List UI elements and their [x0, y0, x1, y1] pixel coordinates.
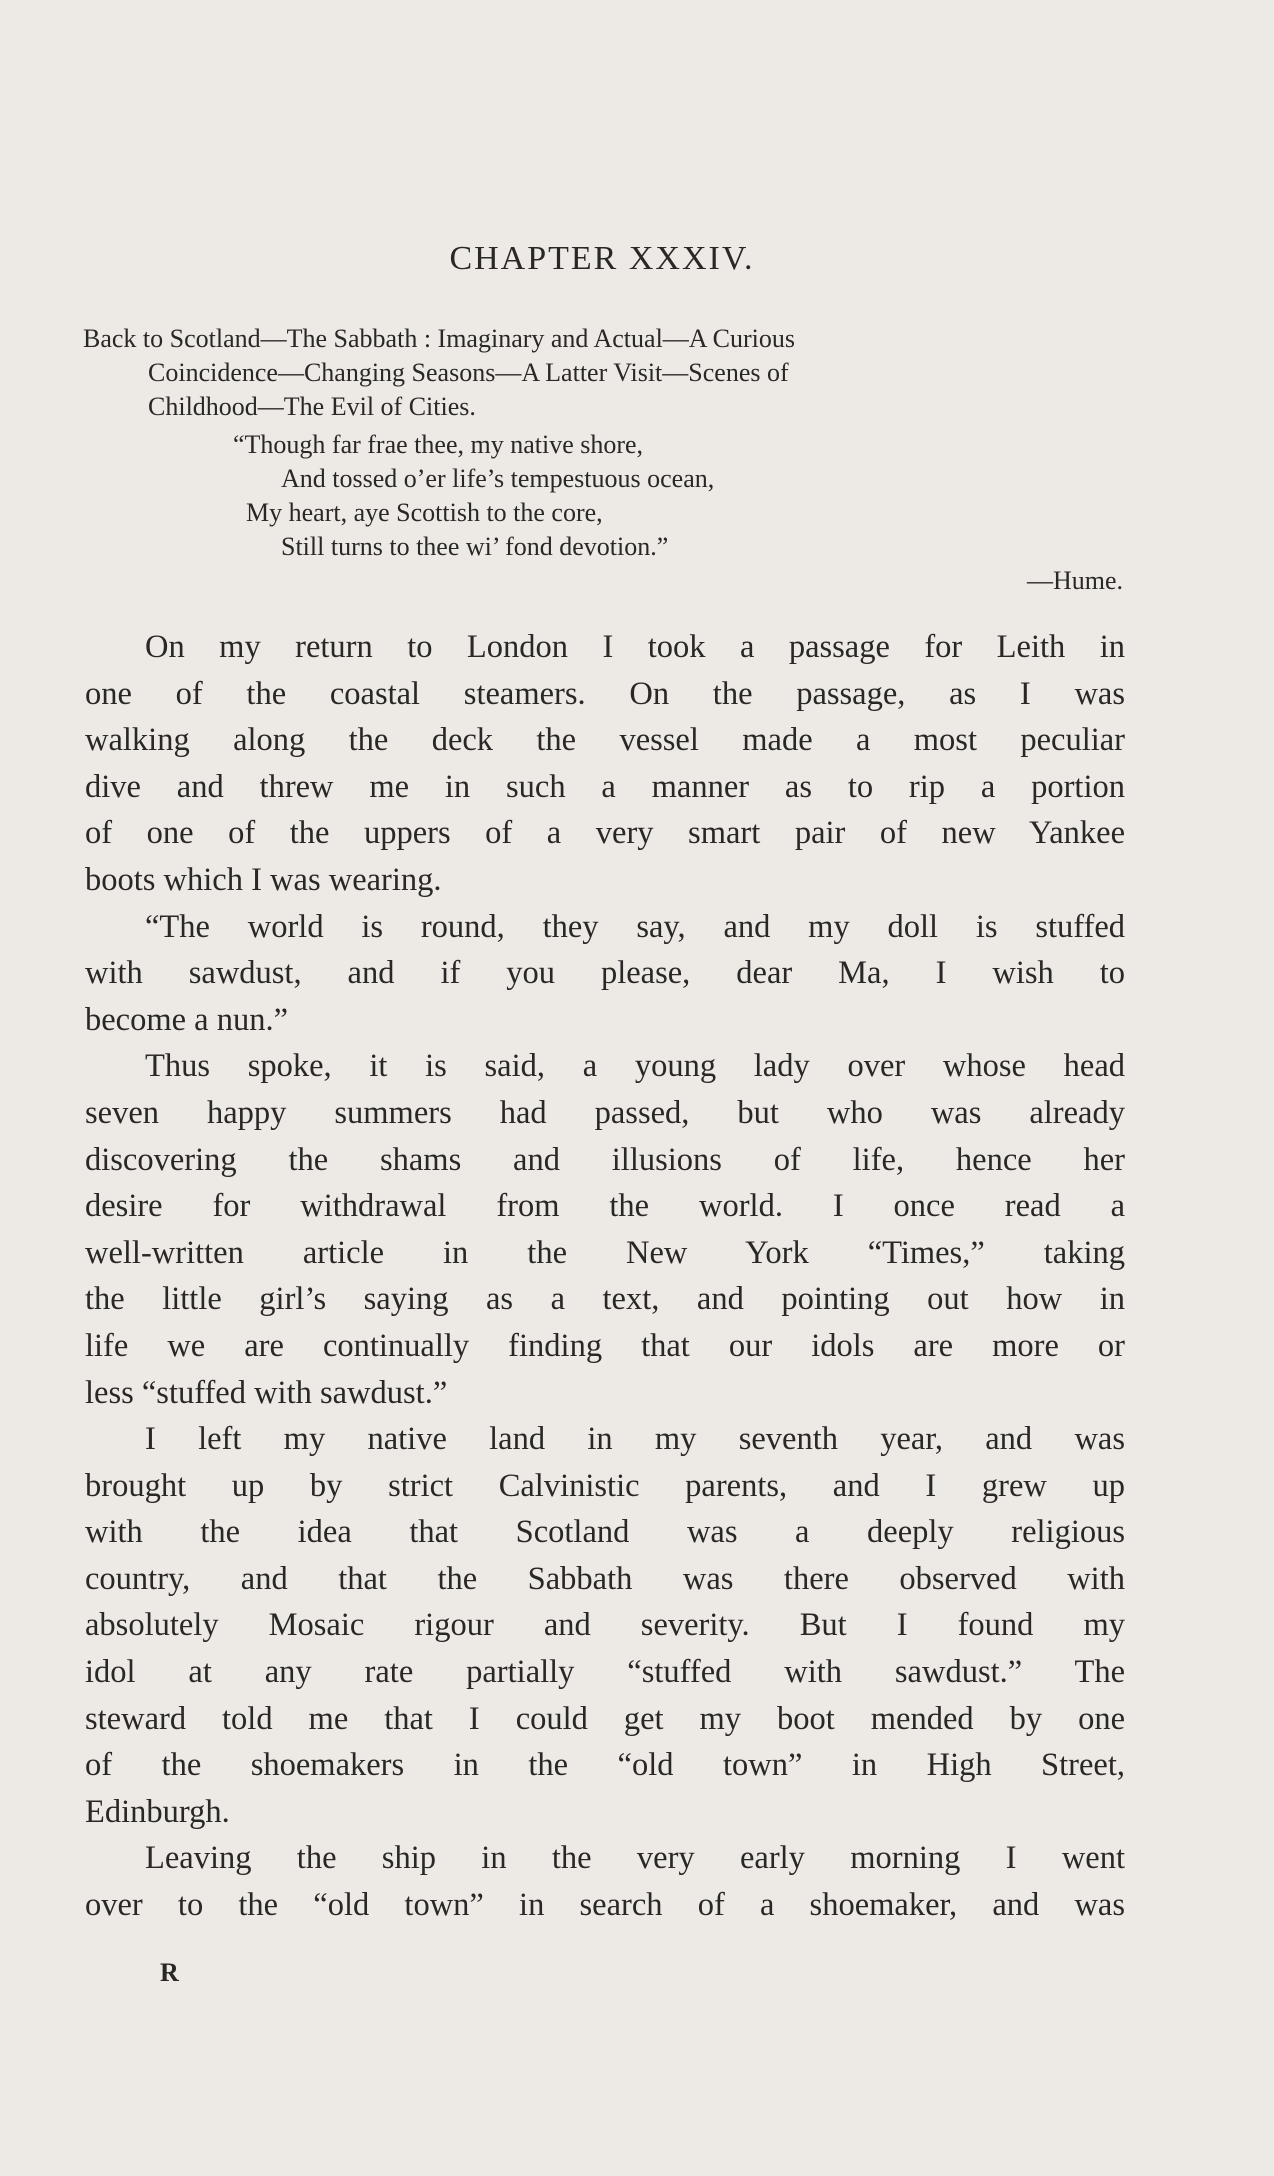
text-line: steward told me that I could get my boot mended by one: [85, 1700, 1125, 1737]
text-line: idol at any rate partially “stuffed with sawdust.” The: [85, 1654, 1125, 1691]
text-line: country, and that the Sabbath was there observed with: [85, 1560, 1125, 1597]
text-line: discovering the shams and illusions of life, hence her: [85, 1141, 1125, 1178]
epigraph: [83, 428, 1127, 598]
epigraph-line: And tossed o’er life’s tempestuous ocean,: [281, 464, 715, 493]
text-line: over to the “old town” in search of a shoemaker, and was: [85, 1887, 1125, 1924]
body-text: [85, 624, 1125, 1929]
text-line: Edinburgh.: [85, 1793, 230, 1830]
chapter-title: CHAPTER XXXIV.: [449, 240, 755, 277]
text-line: of one of the uppers of a very smart pair of new Yankee: [85, 815, 1125, 852]
text-line: boots which I was wearing.: [85, 861, 442, 898]
text-line: become a nun.”: [85, 1001, 289, 1038]
text-line: walking along the deck the vessel made a most peculiar: [85, 722, 1125, 759]
text-line: life we are continually finding that our idols are more or: [85, 1327, 1125, 1364]
epigraph-line: My heart, aye Scottish to the core,: [246, 498, 603, 527]
text-line: Thus spoke, it is said, a young lady over whose head: [145, 1048, 1125, 1085]
epigraph-attribution: —Hume.: [1026, 566, 1123, 595]
text-line: “The world is round, they say, and my doll is stuffed: [145, 908, 1125, 945]
text-line: with the idea that Scotland was a deeply religious: [85, 1514, 1125, 1551]
epigraph-line: “Though far frae thee, my native shore,: [233, 430, 644, 459]
text-line: the little girl’s saying as a text, and pointing out how in: [85, 1281, 1125, 1318]
epigraph-line: Still turns to thee wi’ fond devotion.”: [281, 532, 669, 561]
summary-line: Childhood—The Evil of Cities.: [148, 392, 476, 421]
text-line: of the shoemakers in the “old town” in High Street,: [85, 1747, 1125, 1784]
text-line: On my return to London I took a passage for Leith in: [145, 629, 1125, 665]
summary-line: Back to Scotland—The Sabbath : Imaginary and Actual—A Curious: [83, 324, 795, 353]
summary-line: Coincidence—Changing Seasons—A Latter Visit—Scenes of: [148, 358, 789, 387]
text-line: Leaving the ship in the very early morning I went: [145, 1840, 1125, 1877]
text-line: absolutely Mosaic rigour and severity. But I found my: [85, 1607, 1125, 1644]
text-line: one of the coastal steamers. On the passage, as I was: [85, 675, 1125, 712]
text-line: seven happy summers had passed, but who was already: [85, 1094, 1125, 1131]
text-line: with sawdust, and if you please, dear Ma, I wish to: [85, 955, 1125, 992]
text-line: dive and threw me in such a manner as to rip a portion: [85, 768, 1125, 805]
chapter-summary: [83, 322, 1127, 424]
text-line: I left my native land in my seventh year, and was: [145, 1421, 1125, 1458]
text-line: desire for withdrawal from the world. I once read a: [85, 1188, 1125, 1225]
text-line: well-written article in the New York “Times,” taking: [85, 1234, 1125, 1271]
signature-mark: R: [160, 1958, 179, 1987]
text-line: brought up by strict Calvinistic parents, and I grew up: [85, 1467, 1125, 1504]
text-line: less “stuffed with sawdust.”: [85, 1374, 448, 1411]
